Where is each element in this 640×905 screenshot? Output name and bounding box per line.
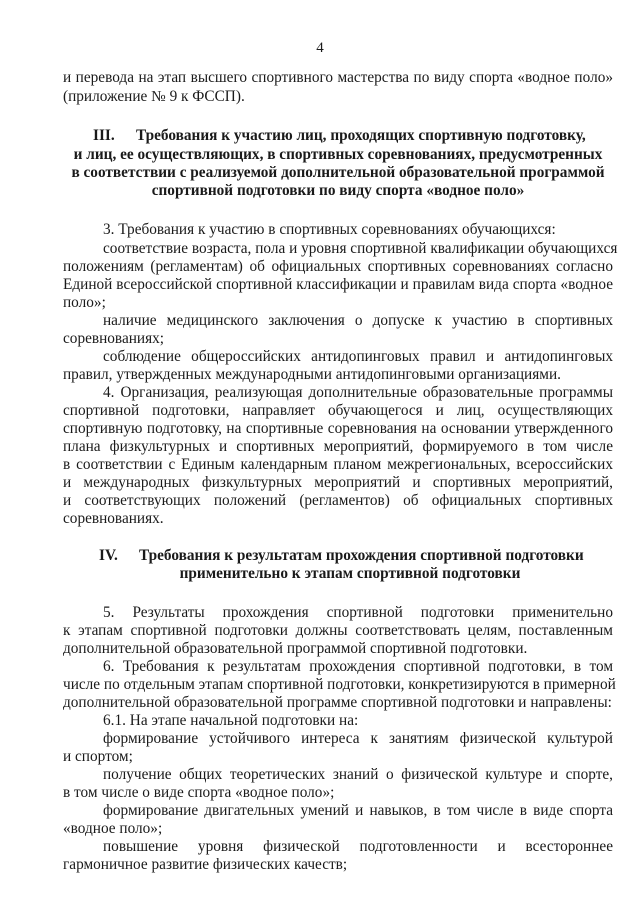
text-line: и перевода на этап высшего спортивного мастерства по виду спорта «водное поло» [63, 69, 613, 86]
text-line: спортивную подготовку, на спортивные соревнования на основании утвержденного [63, 420, 613, 437]
text-line: поло»; [63, 294, 106, 311]
text-line: наличие медицинского заключения о допуске к участию в спортивных [103, 312, 613, 329]
text-line: положениям (регламентам) об официальных спортивных соревнованиях согласно [63, 258, 613, 275]
text-line: спортивной подготовки, направляет обучающегося и лиц, осуществляющих [63, 402, 613, 419]
text-line: формирование двигательных умений и навыков, в том числе в виде спорта [103, 802, 613, 819]
text-line: в соответствии с Единым календарным планом межрегиональных, всероссийских [63, 456, 613, 473]
section-heading-line: спортивной подготовки по виду спорта «водное поло» [151, 182, 525, 199]
section-heading-line: Требования к результатам прохождения спортивной подготовки [139, 547, 584, 564]
text-line: и спортом; [63, 748, 133, 765]
text-line: числе по отдельным этапам спортивной подготовки, конкретизируются в примерной [63, 676, 616, 693]
section-heading-line: Требования к участию лиц, проходящих спортивную подготовку, [136, 127, 586, 144]
text-line: соревнованиях; [63, 330, 165, 347]
text-line: 6.1. На этапе начальной подготовки на: [103, 712, 359, 729]
text-line: формирование устойчивого интереса к занятиям физической культурой [103, 730, 613, 747]
text-line: и международных физкультурных мероприятий и спортивных мероприятий, [63, 474, 613, 491]
page-number: 4 [316, 40, 324, 56]
text-line: гармоничное развитие физических качеств; [63, 856, 348, 873]
text-line: в том числе о виде спорта «водное поло»; [63, 784, 335, 801]
section-heading-line: в соответствии с реализуемой дополнительной образовательной программой [71, 164, 605, 181]
text-line: соревнованиях. [63, 510, 164, 527]
text-line: соответствие возраста, пола и уровня спортивной квалификации обучающихся [103, 240, 618, 257]
section-numeral: III. [93, 127, 115, 144]
text-line: 4. Организация, реализующая дополнительные образовательные программы [103, 384, 613, 401]
text-line: 5. Результаты прохождения спортивной подготовки применительно [103, 604, 613, 621]
text-line: плана физкультурных и спортивных мероприятий, формируемого в том числе [63, 438, 613, 455]
text-line: к этапам спортивной подготовки должны соответствовать целям, поставленным [63, 622, 613, 639]
text-line: «водное поло»; [63, 820, 163, 837]
text-line: (приложение № 9 к ФССП). [63, 88, 245, 105]
text-line: Единой всероссийской спортивной классификации и правилам вида спорта «водное [63, 276, 613, 293]
text-line: дополнительной образовательной программой спортивной подготовки. [63, 640, 528, 657]
text-line: и соответствующих положений (регламентов) об официальных спортивных [63, 492, 613, 509]
text-line: 6. Требования к результатам прохождения спортивной подготовки, в том [103, 658, 613, 675]
text-line: соблюдение общероссийских антидопинговых правил и антидопинговых [103, 348, 613, 365]
section-heading-line: применительно к этапам спортивной подготовки [179, 565, 521, 582]
text-line: правил, утвержденных международными антидопинговыми организациями. [63, 366, 561, 383]
section-numeral: IV. [99, 547, 118, 564]
text-line: дополнительной образовательной программе спортивной подготовки и направлены: [63, 694, 612, 711]
section-heading-line: и лиц, ее осуществляющих, в спортивных соревнованиях, предусмотренных [73, 146, 603, 163]
text-line: повышение уровня физической подготовленности и всестороннее [103, 838, 613, 855]
text-line: 3. Требования к участию в спортивных соревнованиях обучающихся: [103, 221, 556, 238]
text-line: получение общих теоретических знаний о физической культуре и спорте, [103, 766, 613, 783]
